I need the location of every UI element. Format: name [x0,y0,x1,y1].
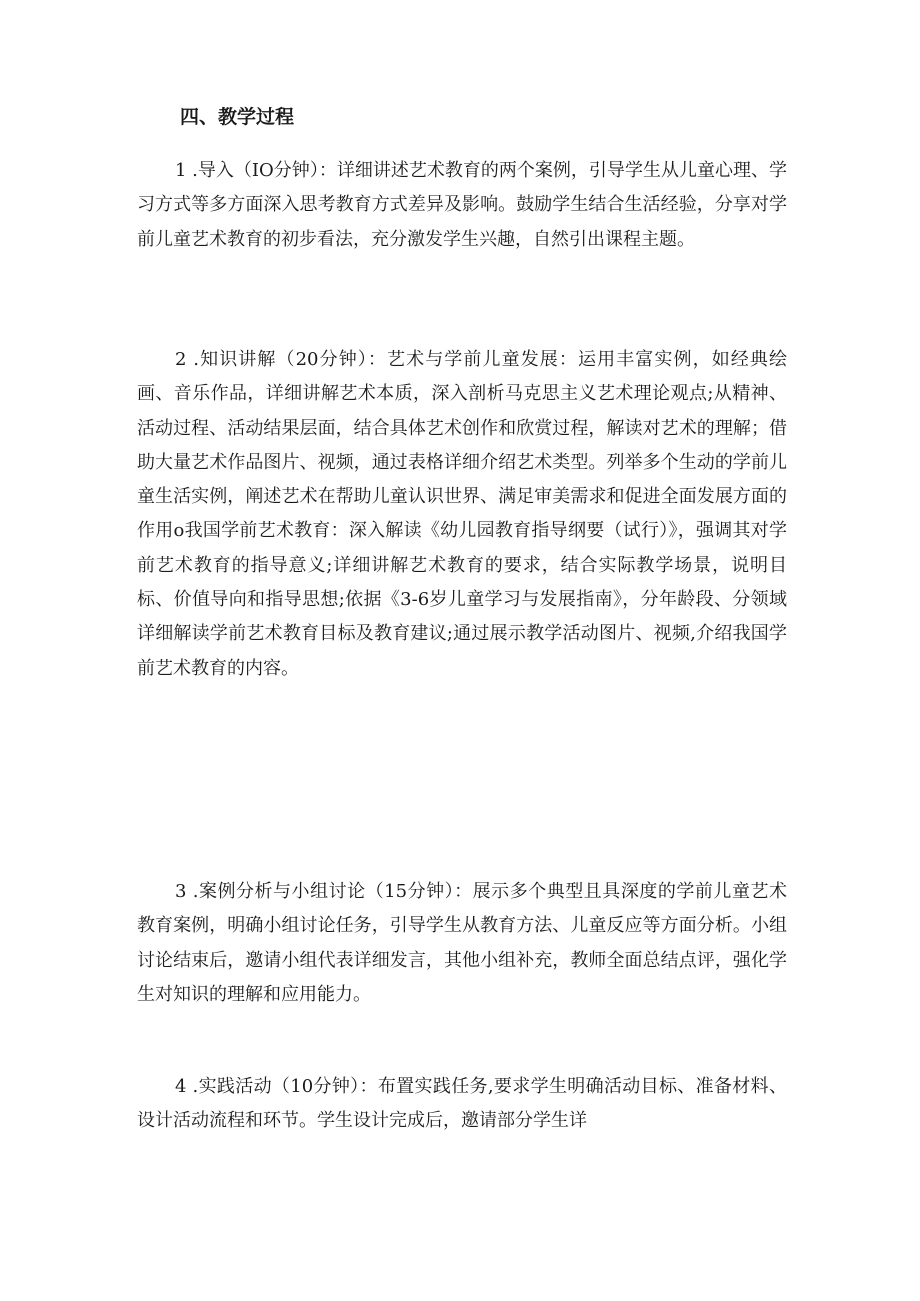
paragraph-practice: 4 .实践活动（10分钟）：布置实践任务,要求学生明确活动目标、准备材料、设计活动流程和环节。学生设计完成后，邀请部分学生详 [137,1076,787,1132]
paragraph-knowledge: 2 .知识讲解（20分钟）：艺术与学前儿童发展：运用丰富实例，如经典绘画、音乐作品，详细讲解艺术本质，深入剖析马克思主义艺术理论观点;从精神、活动过程、活动结果层面，结合具体艺术创作和欣赏过程，解读对艺术的理解；借助大量艺术作品图片、视频，通过表格详细介绍艺术类型。列举多个生动的学前儿童生活实例，阐述艺术在帮助儿童认识世界、满足审美需求和促进全面发展方面的作用o我国学前艺术教育：深入解读《幼儿园教育指导纲要（试行）》，强调其对学前艺术教育的指导意义;详细讲解艺术教育的要求，结合实际教学场景，说明目标、价值导向和指导思想;依据《3-6岁儿童学习与发展指南》，分年龄段、分领域详细解读学前艺术教育目标及教育建议;通过展示教学活动图片、视频,介绍我国学前艺术教育的内容。 [137,349,787,679]
paragraph-introduction: 1 .导入（IO分钟）：详细讲述艺术教育的两个案例，引导学生从儿童心理、学习方式等多方面深入思考教育方式差异及影响。鼓励学生结合生活经验，分享对学前儿童艺术教育的初步看法，充分激发学生兴趣，自然引出课程主题。 [137,160,787,250]
section-heading: 四、教学过程 [180,106,295,128]
paragraph-case-analysis: 3 .案例分析与小组讨论（15分钟）：展示多个典型且具深度的学前儿童艺术教育案例，明确小组讨论任务，引导学生从教育方法、儿童反应等方面分析。小组讨论结束后，邀请小组代表详细发言，其他小组补充，教师全面总结点评，强化学生对知识的理解和应用能力。 [137,881,787,1005]
